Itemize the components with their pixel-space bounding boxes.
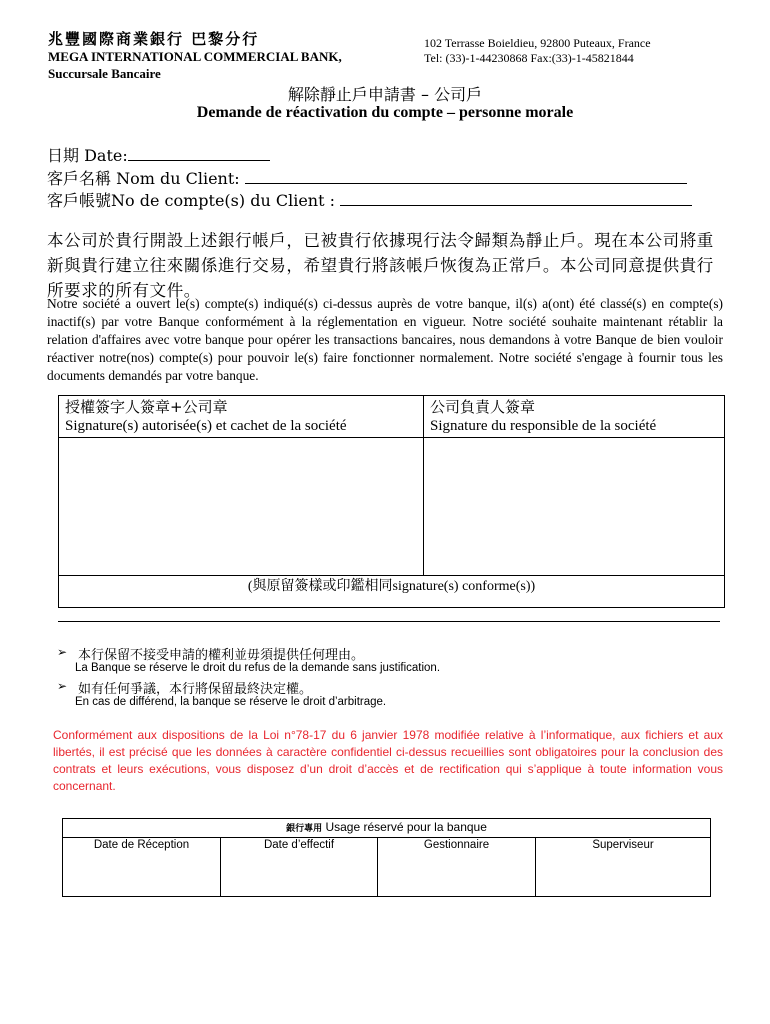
arrow-bullet-icon: ➢ xyxy=(57,645,68,659)
bank-use-label-fr: Usage réservé pour la banque xyxy=(325,820,487,834)
section-divider xyxy=(58,621,720,622)
form-title-french: Demande de réactivation du compte – personne morale xyxy=(196,104,574,121)
bank-name-english: MEGA INTERNATIONAL COMMERCIAL BANK, xyxy=(48,49,342,64)
reception-date-cell[interactable]: Date de Réception xyxy=(93,839,190,851)
bank-branch-type: Succursale Bancaire xyxy=(48,66,161,81)
bank-use-header xyxy=(63,819,710,838)
supervisor-cell[interactable]: Superviseur xyxy=(535,837,710,896)
authorized-signature-header xyxy=(59,396,423,438)
authorized-signature-label-fr: Signature(s) autorisée(s) et cachet de la société xyxy=(65,418,347,434)
client-name-field-row xyxy=(47,166,687,189)
date-input-line[interactable] xyxy=(128,146,270,161)
manager-cell[interactable]: Gestionnaire xyxy=(377,837,535,896)
bank-use-label-cn: 銀行專用 xyxy=(286,824,323,834)
bank-name-chinese: 兆豐國際商業銀行 巴黎分行 xyxy=(48,30,260,48)
responsible-signature-label-cn: 公司負責人簽章 xyxy=(430,398,536,416)
bank-use-table xyxy=(62,818,711,897)
form-title-chinese: 解除靜止戶申請書 – 公司戶 xyxy=(287,85,483,104)
date-field-row xyxy=(47,143,270,166)
note-dispute-french: En cas de différend, la banque se réserve le droit d’arbitrage. xyxy=(75,696,387,708)
responsible-signature-box[interactable] xyxy=(424,396,724,576)
responsible-signature-header xyxy=(424,396,724,438)
signature-conformity-note: (與原留簽樣或印鑑相同signature(s) conforme(s)) xyxy=(59,575,724,609)
account-number-label: 客戶帳號No de compte(s) du Client : xyxy=(47,191,335,210)
note-refusal-french: La Banque se réserve le droit du refus de la demande sans justification. xyxy=(75,662,441,674)
client-name-label: 客戶名稱 Nom du Client: xyxy=(47,169,240,188)
request-paragraph-french: Notre société a ouvert le(s) compte(s) indiqué(s) ci-dessus auprès de votre banque, il(s) a(ont) été classé(s) en compte(s) inactif(s) par votre Banque conformément à la réglementation en vigueur. Notre société souhaite maintenant rétablir la relation d'affaires avec votre banque pour opérer les transactions bancaires, nous demandons à votre Banque de bien vouloir réactiver notre(nos) compte(s) pour pouvoir le(s) faire fonctionner normalement. Notre société s'engage à fournir tous les documents demandés par votre banque. xyxy=(47,296,723,383)
date-label: 日期 Date: xyxy=(47,146,128,165)
note-refusal-chinese: 本行保留不接受申請的權利並毋須提供任何理由。 xyxy=(78,648,365,663)
request-paragraph-chinese: 本公司於貴行開設上述銀行帳戶，已被貴行依據現行法令歸類為靜止戶。現在本公司將重新與貴行建立往來關係進行交易，希望貴行將該帳戶恢復為正常戶。本公司同意提供貴行所要求的所有文件。 xyxy=(47,231,714,300)
data-protection-notice: Conformément aux dispositions de la Loi n°78-17 du 6 janvier 1978 modifiée relative à l’informatique, aux fichiers et aux libertés, il est précisé que les données à caractère confidentiel ci-dessus recueillies sont obligatoires pour la conclusion des contrats et leurs exécutions, vous disposez d’un droit d’accès et de rectification qui s’applique à toute information vous concernant. xyxy=(53,728,723,793)
authorized-signature-box[interactable] xyxy=(59,396,424,576)
bank-address: 102 Terrasse Boieldieu, 92800 Puteaux, France xyxy=(424,36,651,50)
account-number-input-line[interactable] xyxy=(340,191,692,206)
signature-table xyxy=(58,395,725,608)
client-name-input-line[interactable] xyxy=(245,169,687,184)
bank-phone-fax: Tel: (33)-1-44230868 Fax:(33)-1-45821844 xyxy=(424,51,634,65)
effective-date-cell[interactable]: Date d’effectif xyxy=(220,837,377,896)
responsible-signature-label-fr: Signature du responsible de la société xyxy=(430,418,657,434)
arrow-bullet-icon: ➢ xyxy=(57,679,68,693)
note-dispute-chinese: 如有任何爭議，本行將保留最終決定權。 xyxy=(78,682,313,697)
account-number-field-row xyxy=(47,188,692,211)
authorized-signature-label-cn: 授權簽字人簽章+公司章 xyxy=(65,398,228,416)
